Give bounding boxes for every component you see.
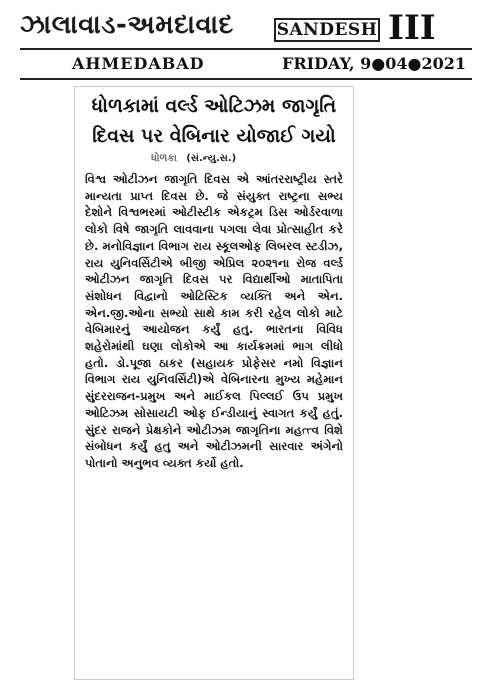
byline-place: ધોળકા [151,153,177,164]
edition-date: FRIDAY, 9●04●2021 [282,54,466,73]
edition-title: ઝાલાવાડ-અમદાવાદ [20,10,234,40]
brand-logo-box [274,18,380,42]
byline-agency: (સં.ન્યુ.સ.) [186,153,237,164]
newspaper-masthead [10,6,482,50]
article-headline: ધોળકામાં વર્લ્ડ ઓટિઝમ જાગૃતિ દિવસ પર વેબિનાર યોજાઈ ગયો [91,95,337,147]
article-body: વિશ્વ ઓટીઝન જાગૃતિ દિવસ એ આંતરરાષ્ટ્રીય સ્તરે માન્યતા પ્રાપ્ત દિવસ છે. જે સંયુક્ત રાષ્ટ્રના સભ્ય દેશોને વિશ્વભરમાં ઓટીસ્ટીક એકટ્રમ ડિસ ઓર્ડરવાળા લોકો વિષે જાગૃતિ લાવવાના પગલા લેવા પ્રોત્સાહીત કરે છે. મનોવિજ્ઞાન વિભાગ રાય સ્કૂલઓફ લિબરલ સ્ટડીઝ, રાય યુનિવર્સિટીએ બીજી એપ્રિલ ૨૦૨૧ના રોજ વર્લ્ડ ઓટીઝન જાગૃતિ દિવસ પર વિદ્યાર્થીઓ માતાપિતા સંશોધન વિદ્વાનો ઓટિસ્ટિક વ્યક્તિ અને એન. એન.જી.ઓના સભ્યો સાથે કામ કરી રહેલ લોકો માટે વેબિમારનું આયોજન કર્યું હતુ. ભારતના વિવિધ શહેરોમાંથી ઘણા લોકોએ આ કાર્યક્રમમાં ભાગ લીધો હતો. ડો.પૂજા ઠાકર (સહાયક પ્રોફેસર નમો વિજ્ઞાન વિભાગ રાય યુનિવર્સિટી)એ વેબિનારના મુખ્ય મહેમાન સુંદરરાજન-પ્રમુખ અને માઈકલ પિલ્લઈ ઉપ પ્રમુખ ઓટિઝમ સોસાયટી ઓફ ઈન્ડીયાનું સ્વાગત કર્યું હતું. સુંદર રાજને પ્રેક્ષકોને ઓટીઝમ જાગૃતિના મહત્ત્વ વિશે સંબોધન કર્યું હતુ અને ઓટીઝમની સારવાર અંગેનો પોતાનો અનુભવ વ્યક્ત કર્યો હતો. [85,172,343,470]
page-number: III [388,8,436,48]
dateline [20,52,472,76]
edition-city: AHMEDABAD [72,54,205,73]
brand-name: SANDESH [276,20,378,40]
article-clipping [74,86,354,680]
article-byline [151,153,236,164]
masthead-divider-bottom [20,78,472,80]
masthead-divider-top [20,48,472,50]
